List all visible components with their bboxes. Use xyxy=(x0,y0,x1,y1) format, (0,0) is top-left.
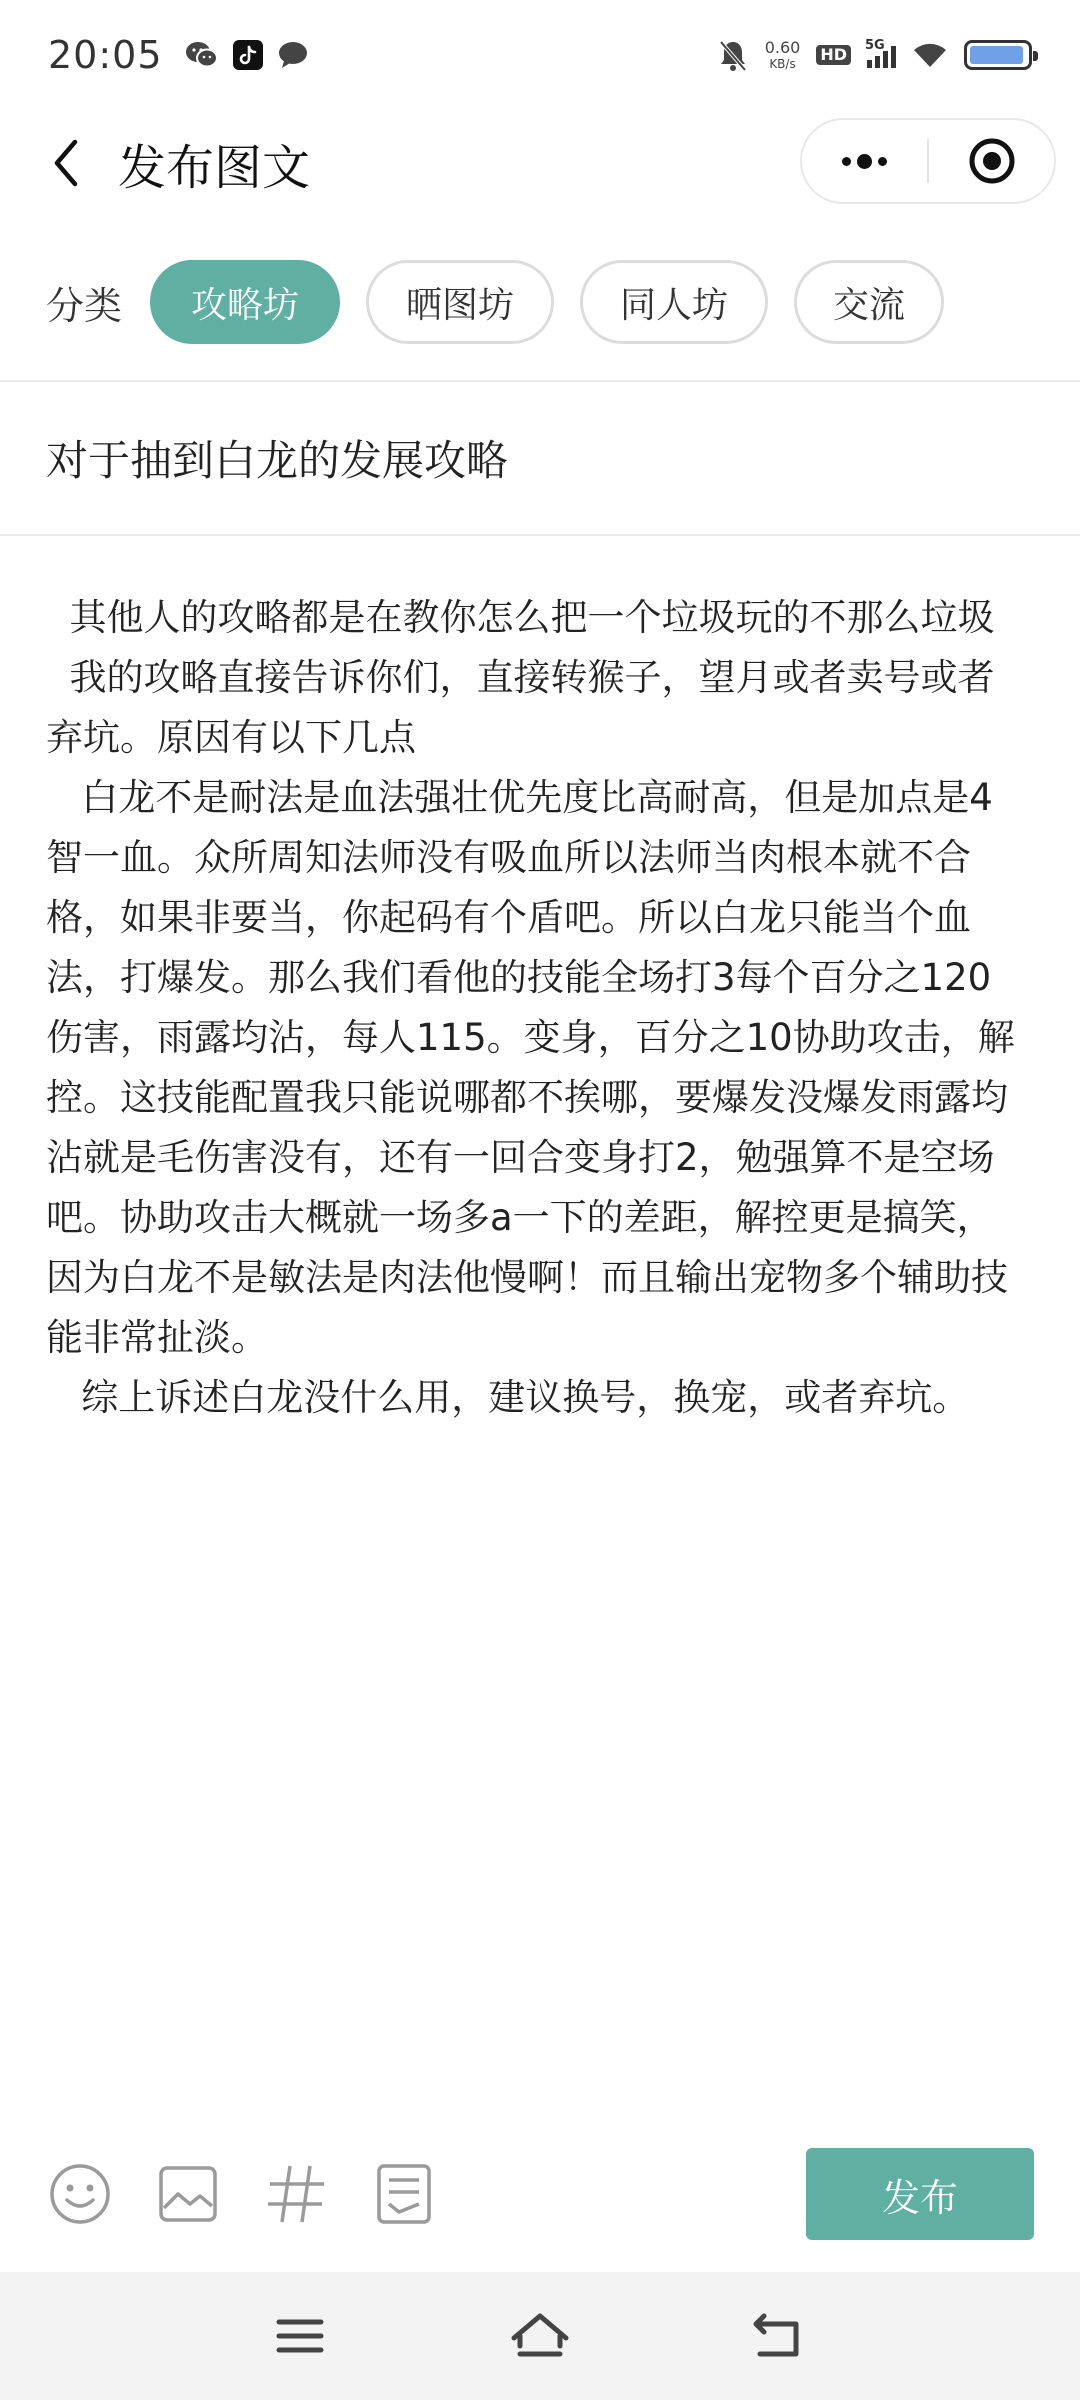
status-time: 20:05 xyxy=(48,33,163,77)
body-paragraph: 其他人的攻略都是在教你怎么把一个垃圾玩的不那么垃圾 xyxy=(46,596,995,639)
header xyxy=(0,110,1080,216)
note-icon[interactable] xyxy=(372,2162,436,2226)
post-body-textarea[interactable] xyxy=(46,588,1026,1428)
more-dots-icon xyxy=(842,154,887,169)
net-speed xyxy=(765,40,801,70)
signal-label: 5G xyxy=(865,38,885,53)
post-title-input[interactable]: 对于抽到白龙的发展攻略 xyxy=(46,436,509,485)
system-nav-bar xyxy=(0,2272,1080,2400)
tiktok-icon xyxy=(233,40,263,70)
chevron-left-icon xyxy=(51,138,81,188)
menu-nav-button[interactable] xyxy=(268,2306,332,2366)
wifi-icon xyxy=(912,41,948,69)
publish-button[interactable]: 发布 xyxy=(806,2148,1034,2240)
battery-icon xyxy=(964,40,1032,70)
image-icon[interactable] xyxy=(156,2162,220,2226)
category-chip-fanwork[interactable]: 同人坊 xyxy=(580,260,768,344)
divider xyxy=(0,534,1080,536)
body-paragraph: 我的攻略直接告诉你们，直接转猴子，望月或者卖号或者弃坑。原因有以下几点 xyxy=(46,656,995,759)
mute-bell-icon xyxy=(717,38,749,72)
page-title: 发布图文 xyxy=(118,139,311,196)
back-nav-button[interactable] xyxy=(748,2306,812,2366)
back-button[interactable] xyxy=(36,123,96,203)
menu-icon xyxy=(276,2316,324,2356)
category-chip-guide[interactable]: 攻略坊 xyxy=(150,260,340,344)
more-button[interactable] xyxy=(802,120,927,202)
status-bar xyxy=(0,0,1080,110)
miniprogram-capsule xyxy=(800,118,1056,204)
category-label: 分类 xyxy=(46,283,123,328)
editor-toolbar xyxy=(0,2148,1080,2244)
home-icon xyxy=(510,2312,570,2360)
status-right xyxy=(717,38,1032,72)
category-chip-showcase[interactable]: 晒图坊 xyxy=(366,260,554,344)
hd-badge: HD xyxy=(816,45,851,65)
divider xyxy=(0,380,1080,382)
signal-icon xyxy=(865,38,896,68)
net-speed-value: 0.60 xyxy=(764,38,801,57)
body-paragraph: 综上诉述白龙没什么用，建议换号，换宠，或者弃坑。 xyxy=(46,1376,970,1419)
category-chip-chat[interactable]: 交流 xyxy=(794,260,944,344)
home-nav-button[interactable] xyxy=(508,2306,572,2366)
return-icon xyxy=(752,2312,808,2360)
wechat-icon xyxy=(185,40,219,70)
target-close-icon xyxy=(967,136,1017,186)
message-icon xyxy=(277,40,309,70)
close-miniprogram-button[interactable] xyxy=(929,120,1054,202)
emoji-icon[interactable] xyxy=(48,2162,112,2226)
hashtag-icon[interactable] xyxy=(264,2162,328,2226)
net-speed-unit: KB/s xyxy=(769,57,796,71)
battery-fill xyxy=(970,46,1023,64)
notification-icons xyxy=(185,40,309,70)
category-row xyxy=(0,256,1080,348)
body-paragraph: 白龙不是耐法是血法强壮优先度比高耐高，但是加点是4智一血。众所周知法师没有吸血所以法师当肉根本就不合格，如果非要当，你起码有个盾吧。所以白龙只能当个血法，打爆发。那么我们看他的技能全场打3每个百分之120伤害，雨露均沾，每人115。变身，百分之10协助攻击，解控。这技能配置我只能说哪都不挨哪，要爆发没爆发雨露均沾就是毛伤害没有，还有一回合变身打2，勉强算不是空场吧。协助攻击大概就一场多a一下的差距，解控更是搞笑，因为白龙不是敏法是肉法他慢啊！而且输出宠物多个辅助技能非常扯淡。 xyxy=(46,776,1015,1359)
